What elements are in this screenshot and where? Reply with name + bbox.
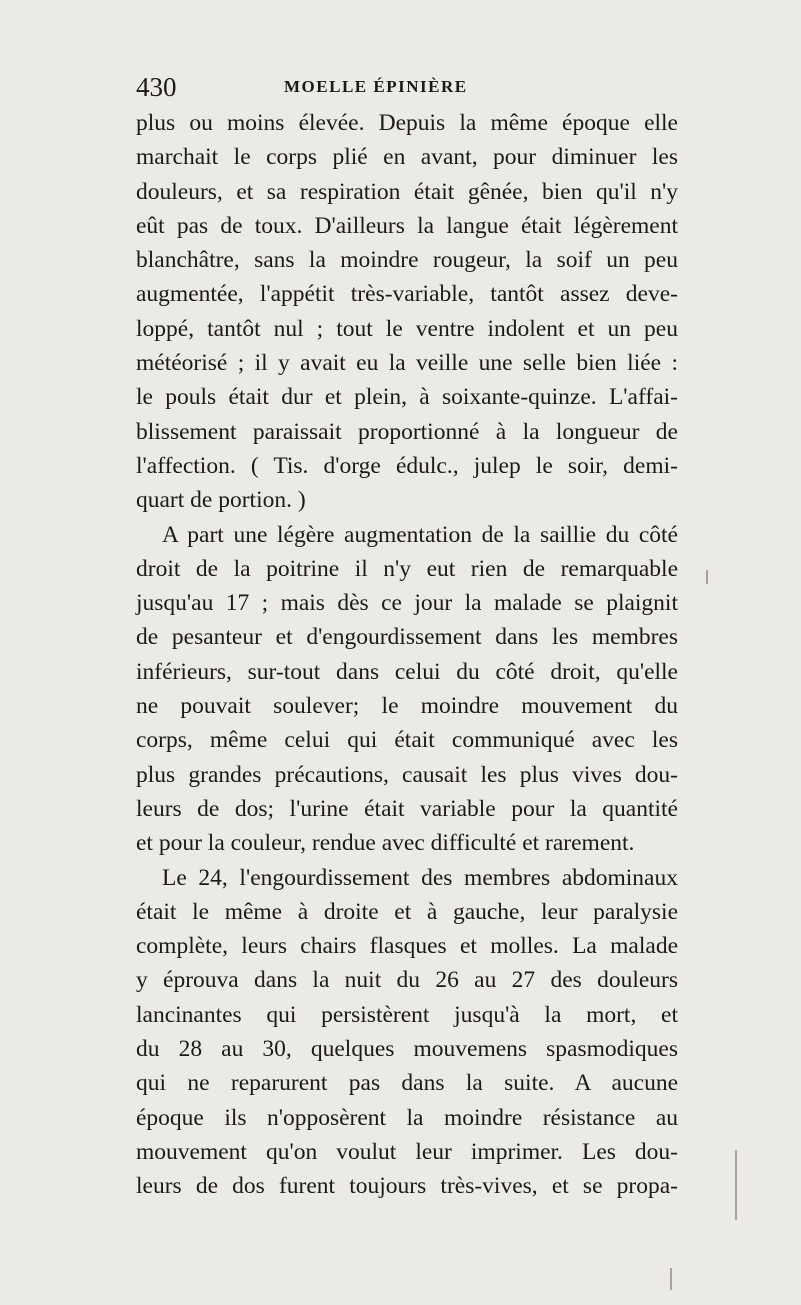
text-line: plus ou moins élevée. Depuis la même époque elle	[136, 110, 678, 136]
text-line: de pesanteur et d'engourdissement dans les membres	[136, 624, 678, 651]
text-line: Le 24, l'engourdissement des membres abdominaux	[162, 864, 678, 891]
text-line: blissement paraissait proportionné à la longueur de	[136, 418, 678, 445]
text-line: et pour la couleur, rendue avec difficulté et rarement.	[136, 830, 635, 857]
text-line: lancinantes qui persistèrent jusqu'à la mort, et	[136, 1001, 678, 1028]
text-line: le pouls était dur et plein, à soixante-quinze. L'affai-	[136, 384, 678, 411]
text-line: augmentée, l'appétit très-variable, tantôt assez deve-	[136, 281, 678, 308]
text-line: était le même à droite et à gauche, leur paralysie	[136, 898, 678, 925]
scan-mark	[706, 570, 708, 584]
scan-mark	[670, 1268, 672, 1290]
text-line: ne pouvait soulever; le moindre mouvement du	[136, 693, 678, 720]
scan-mark	[735, 1150, 737, 1220]
text-line: eût pas de toux. D'ailleurs la langue était légèrement	[136, 212, 678, 239]
page-header	[136, 72, 676, 102]
text-line: météorisé ; il y avait eu la veille une selle bien liée :	[136, 350, 678, 377]
text-line: A part une légère augmentation de la saillie du côté	[162, 521, 678, 548]
text-line: jusqu'au 17 ; mais dès ce jour la malade se plaignit	[136, 590, 678, 617]
text-line: l'affection. ( Tis. d'orge édulc., julep le soir, demi-	[136, 452, 678, 479]
body-text	[136, 106, 678, 1204]
text-line: y éprouva dans la nuit du 26 au 27 des douleurs	[136, 967, 678, 994]
page-number: 430	[136, 72, 177, 102]
text-line: douleurs, et sa respiration était gênée, bien qu'il n'y	[136, 178, 678, 205]
text-line: leurs de dos furent toujours très-vives, et se propa-	[136, 1173, 678, 1200]
text-line: complète, leurs chairs flasques et molles. La malade	[136, 933, 678, 960]
text-line: quart de portion. )	[136, 487, 306, 514]
text-line: corps, même celui qui était communiqué avec les	[136, 727, 678, 754]
text-line: leurs de dos; l'urine était variable pour la quantité	[136, 795, 678, 822]
text-line: loppé, tantôt nul ; tout le ventre indolent et un peu	[136, 315, 678, 342]
text-line: inférieurs, sur-tout dans celui du côté droit, qu'elle	[136, 658, 678, 685]
text-line: plus grandes précautions, causait les plus vives dou-	[136, 761, 678, 788]
text-line: qui ne reparurent pas dans la suite. A aucune	[136, 1070, 678, 1097]
text-line: mouvement qu'on voulut leur imprimer. Les dou-	[136, 1138, 678, 1165]
text-line: du 28 au 30, quelques mouvemens spasmodiques	[136, 1036, 678, 1063]
text-line: marchait le corps plié en avant, pour diminuer les	[136, 144, 678, 171]
text-line: époque ils n'opposèrent la moindre résistance au	[136, 1104, 678, 1131]
text-line: blanchâtre, sans la moindre rougeur, la soif un peu	[136, 247, 678, 274]
running-head: MOELLE ÉPINIÈRE	[284, 77, 468, 96]
text-line: droit de la poitrine il n'y eut rien de remarquable	[136, 555, 678, 582]
